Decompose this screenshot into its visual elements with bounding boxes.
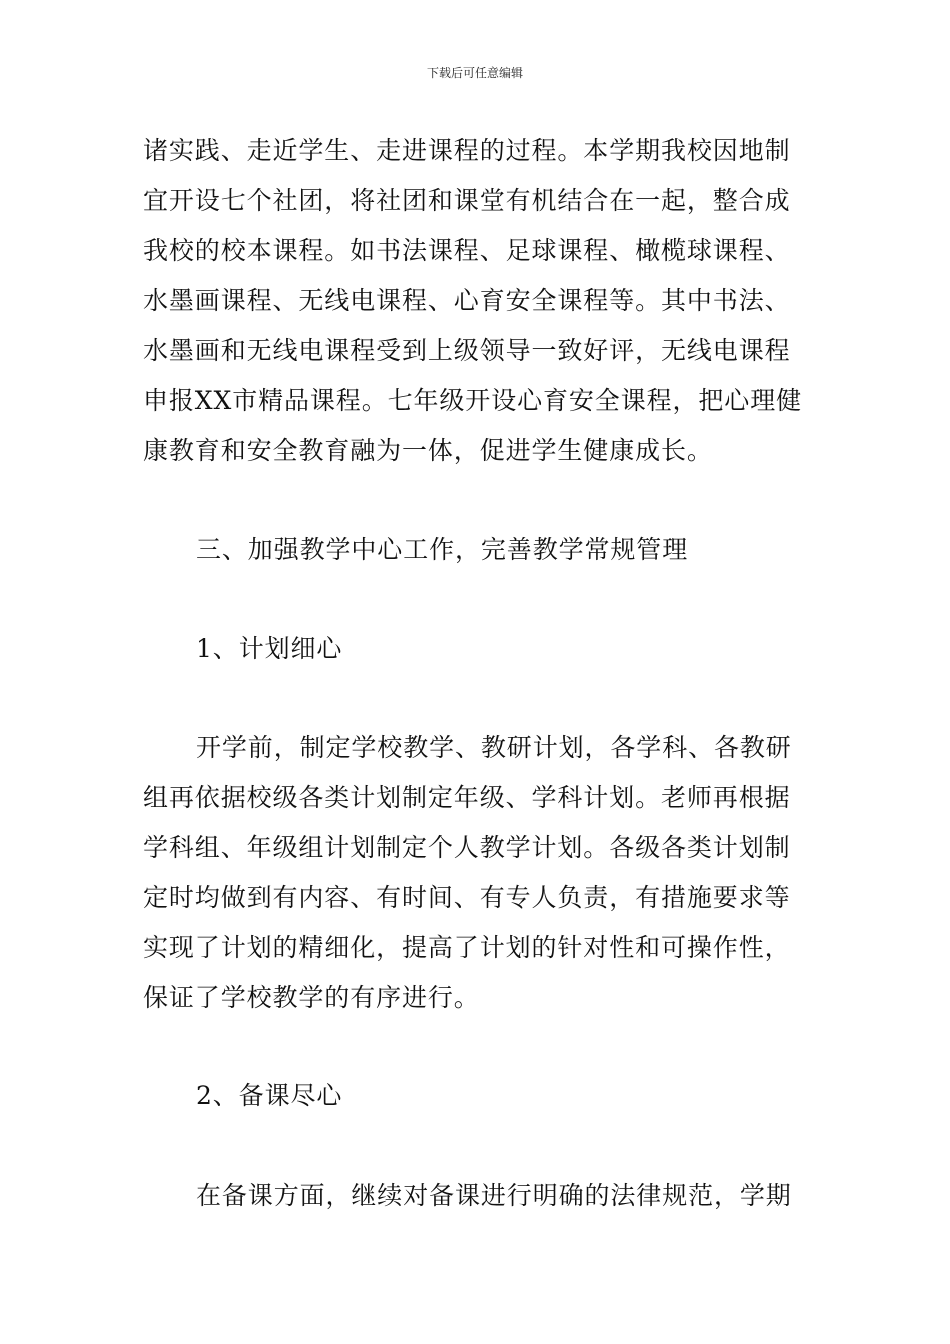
text-line: 康教育和安全教育融为一体，促进学生健康成长。 [143, 436, 713, 465]
text-line: 在备课方面，继续对备课进行明确的法律规范，学期 [196, 1181, 792, 1210]
text-line: 组再依据校级各类计划制定年级、学科计划。老师再根据 [143, 783, 791, 812]
text-line: 保证了学校教学的有序进行。 [143, 983, 480, 1012]
text-line: 水墨画和无线电课程受到上级领导一致好评，无线电课程 [143, 336, 791, 365]
page-header: 下载后可任意编辑 [426, 66, 523, 80]
text-line: 定时均做到有内容、有时间、有专人负责，有措施要求等 [143, 883, 791, 912]
text-line: 学科组、年级组计划制定个人教学计划。各级各类计划制 [143, 833, 791, 862]
text-line: 宜开设七个社团，将社团和课堂有机结合在一起，整合成 [143, 186, 791, 215]
section-heading: 三、加强教学中心工作，完善教学常规管理 [196, 535, 689, 564]
text-line: 实现了计划的精细化，提高了计划的针对性和可操作性， [143, 933, 791, 962]
subsection-heading: 1、计划细心 [196, 634, 343, 663]
text-line: 申报XX市精品课程。七年级开设心育安全课程，把心理健 [143, 386, 802, 415]
text-line: 开学前，制定学校教学、教研计划，各学科、各教研 [196, 733, 792, 762]
text-line: 我校的校本课程。如书法课程、足球课程、橄榄球课程、 [143, 236, 791, 265]
text-line: 水墨画课程、无线电课程、心育安全课程等。其中书法、 [143, 286, 791, 315]
text-line: 诸实践、走近学生、走进课程的过程。本学期我校因地制 [143, 136, 791, 165]
subsection-heading: 2、备课尽心 [196, 1081, 343, 1110]
